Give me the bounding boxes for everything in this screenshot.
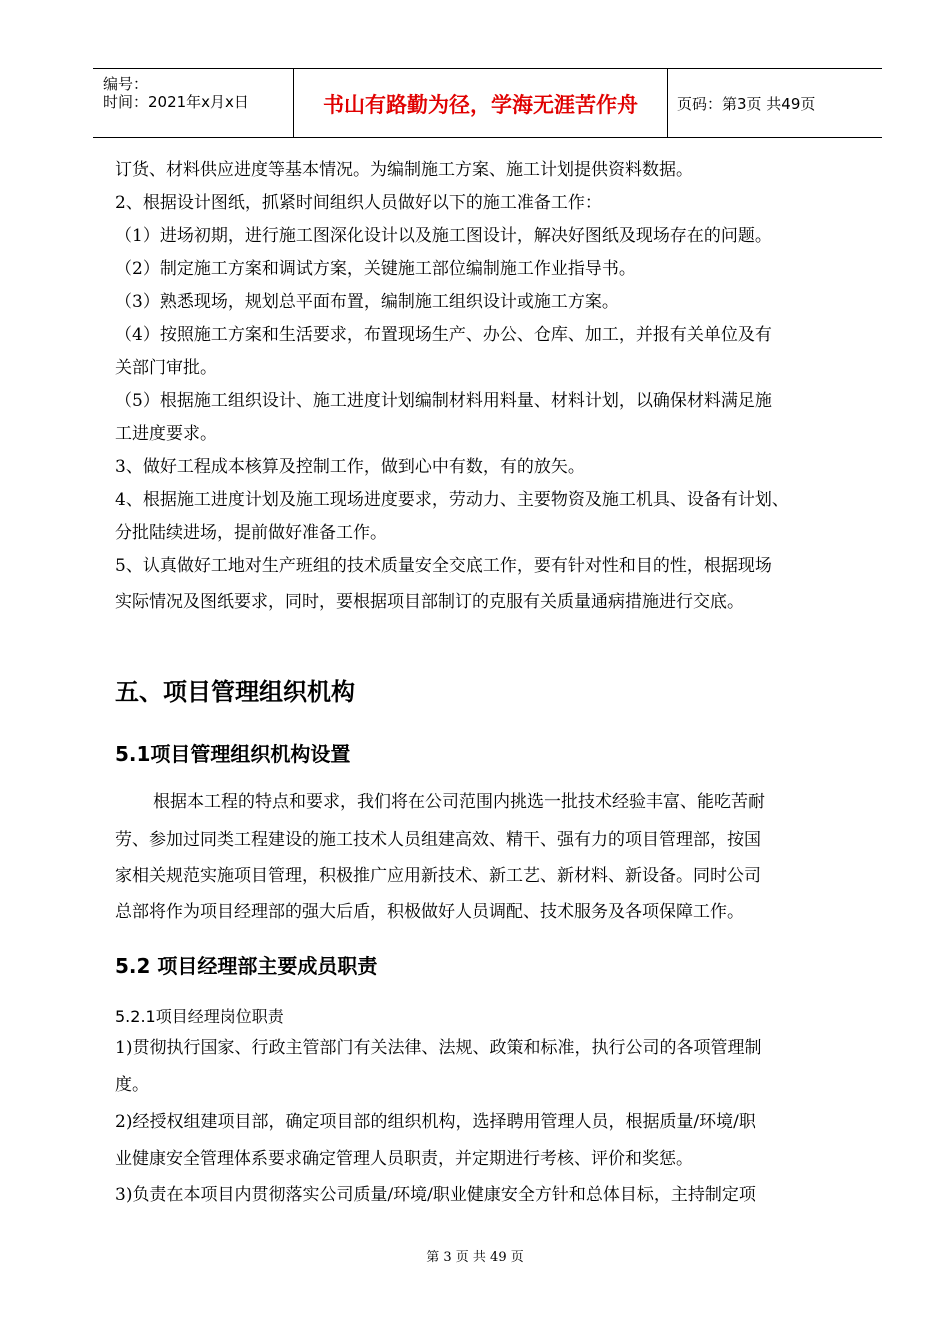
section-title: 五、项目管理组织机构 — [115, 678, 355, 706]
text-line: （1）进场初期，进行施工图深化设计以及施工图设计，解决好图纸及现场存在的问题。 — [115, 226, 772, 246]
text-line: 实际情况及图纸要求，同时，要根据项目部制订的克服有关质量通病措施进行交底。 — [115, 592, 744, 612]
text-line: （5）根据施工组织设计、施工进度计划编制材料用料量、材料计划，以确保材料满足施 — [115, 391, 772, 411]
motto: 书山有路勤为径，学海无涯苦作舟 — [323, 93, 638, 117]
header-info-cell — [93, 69, 293, 137]
duty-line: 度。 — [115, 1075, 149, 1095]
text-line: 关部门审批。 — [115, 358, 217, 378]
paragraph-line: 总部将作为项目经理部的强大后盾，积极做好人员调配、技术服务及各项保障工作。 — [115, 902, 744, 922]
header-motto-cell — [293, 69, 668, 137]
text-line: 4、根据施工进度计划及施工现场进度要求，劳动力、主要物资及施工机具、设备有计划、 — [115, 490, 789, 510]
text-line: 订货、材料供应进度等基本情况。为编制施工方案、施工计划提供资料数据。 — [115, 160, 693, 180]
text-line: 5、认真做好工地对生产班组的技术质量安全交底工作，要有针对性和目的性，根据现场 — [115, 556, 772, 576]
paragraph-line: 家相关规范实施项目管理，积极推广应用新技术、新工艺、新材料、新设备。同时公司 — [115, 866, 761, 886]
text-line: （3）熟悉现场，规划总平面布置，编制施工组织设计或施工方案。 — [115, 292, 619, 312]
time-label: 时间：2021年x月x日 — [103, 93, 249, 111]
subsubsection-title-5-2-1: 5.2.1项目经理岗位职责 — [115, 1007, 284, 1026]
paragraph-line: 根据本工程的特点和要求，我们将在公司范围内挑选一批技术经验丰富、能吃苦耐 — [153, 792, 765, 812]
page-header — [93, 68, 882, 138]
page-label: 页码：第3页 共49页 — [677, 95, 816, 113]
subsection-title-5-2: 5.2 项目经理部主要成员职责 — [115, 954, 378, 978]
duty-line: 业健康安全管理体系要求确定管理人员职责，并定期进行考核、评价和奖惩。 — [115, 1149, 693, 1169]
text-line: （4）按照施工方案和生活要求，布置现场生产、办公、仓库、加工，并报有关单位及有 — [115, 325, 772, 345]
duty-line: 3)负责在本项目内贯彻落实公司质量/环境/职业健康安全方针和总体目标，主持制定项 — [115, 1185, 756, 1205]
text-line: （2）制定施工方案和调试方案，关键施工部位编制施工作业指导书。 — [115, 259, 636, 279]
subsection-title-5-1: 5.1项目管理组织机构设置 — [115, 742, 351, 766]
serial-label: 编号： — [103, 75, 149, 93]
text-line: 工进度要求。 — [115, 424, 217, 444]
duty-line: 2)经授权组建项目部，确定项目部的组织机构，选择聘用管理人员，根据质量/环境/职 — [115, 1112, 756, 1132]
text-line: 2、根据设计图纸，抓紧时间组织人员做好以下的施工准备工作： — [115, 193, 602, 213]
page-footer: 第 3 页 共 49 页 — [426, 1250, 524, 1265]
text-line: 3、做好工程成本核算及控制工作，做到心中有数，有的放矢。 — [115, 457, 585, 477]
text-line: 分批陆续进场，提前做好准备工作。 — [115, 523, 387, 543]
paragraph-line: 劳、参加过同类工程建设的施工技术人员组建高效、精干、强有力的项目管理部，按国 — [115, 830, 761, 850]
header-page-cell — [667, 69, 882, 137]
duty-line: 1)贯彻执行国家、行政主管部门有关法律、法规、政策和标准，执行公司的各项管理制 — [115, 1038, 762, 1058]
